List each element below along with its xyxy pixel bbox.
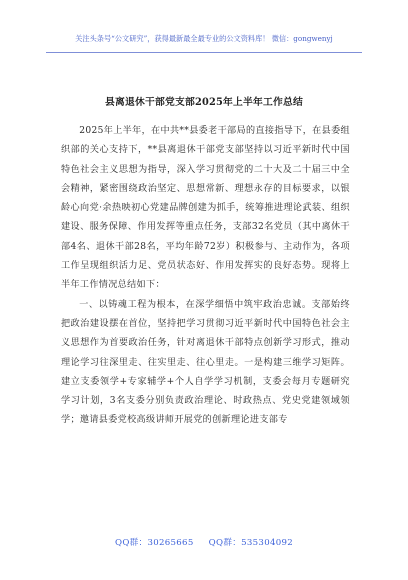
document-body	[61, 122, 350, 431]
header-divider	[46, 52, 362, 53]
qq-group-2: QQ群：535304092	[208, 538, 294, 548]
paragraph-intro: 2025年上半年，在中共**县委老干部局的直接指导下，在县委组织部的关心支持下，**县离退休干部党支部坚持以习近平新时代中国特色社会主义思想为指导，深入学习贯彻党的二十大及二十届三中全会精神，紧密围绕政治坚定、思想常新、理想永存的目标要求，以银龄心向党·余热映初心党建品牌创建为抓手，统筹推进理论武装、组织建设、服务保障、作用发挥等重点任务，支部32名党员（其中离休干部4名、退休干部28名，平均年龄72岁）积极参与、主动作为，各项工作呈现组织活力足、党员状态好、作用发挥实的良好态势。现将上半年工作情况总结如下：	[61, 126, 350, 291]
paragraph-section-one: 一、以铸魂工程为根本，在深学细悟中筑牢政治忠诚。支部始终把政治建设摆在首位，坚持把学习贯彻习近平新时代中国特色社会主义思想作为首要政治任务，针对离退休干部特点创新学习形式，推动理论学习往深里走、往实里走、往心里走。一是构建三维学习矩阵。建立支委领学+专家辅学+个人自学学习机制，支委会每月专题研究学习计划，3名支委分别负责政治理论、时政热点、党史党建领域领学；邀请县委党校高级讲师开展党的创新理论进支部专	[61, 299, 350, 426]
qq-group-1: QQ群：30265665	[114, 538, 194, 548]
footer-contact	[0, 536, 408, 548]
promo-banner: 关注头条号“公文研究”，获得最新最全最专业的公文资料库！ 微信：gongwenyj	[75, 34, 333, 43]
document-title: 县离退休干部党支部2025年上半年工作总结	[104, 97, 303, 108]
